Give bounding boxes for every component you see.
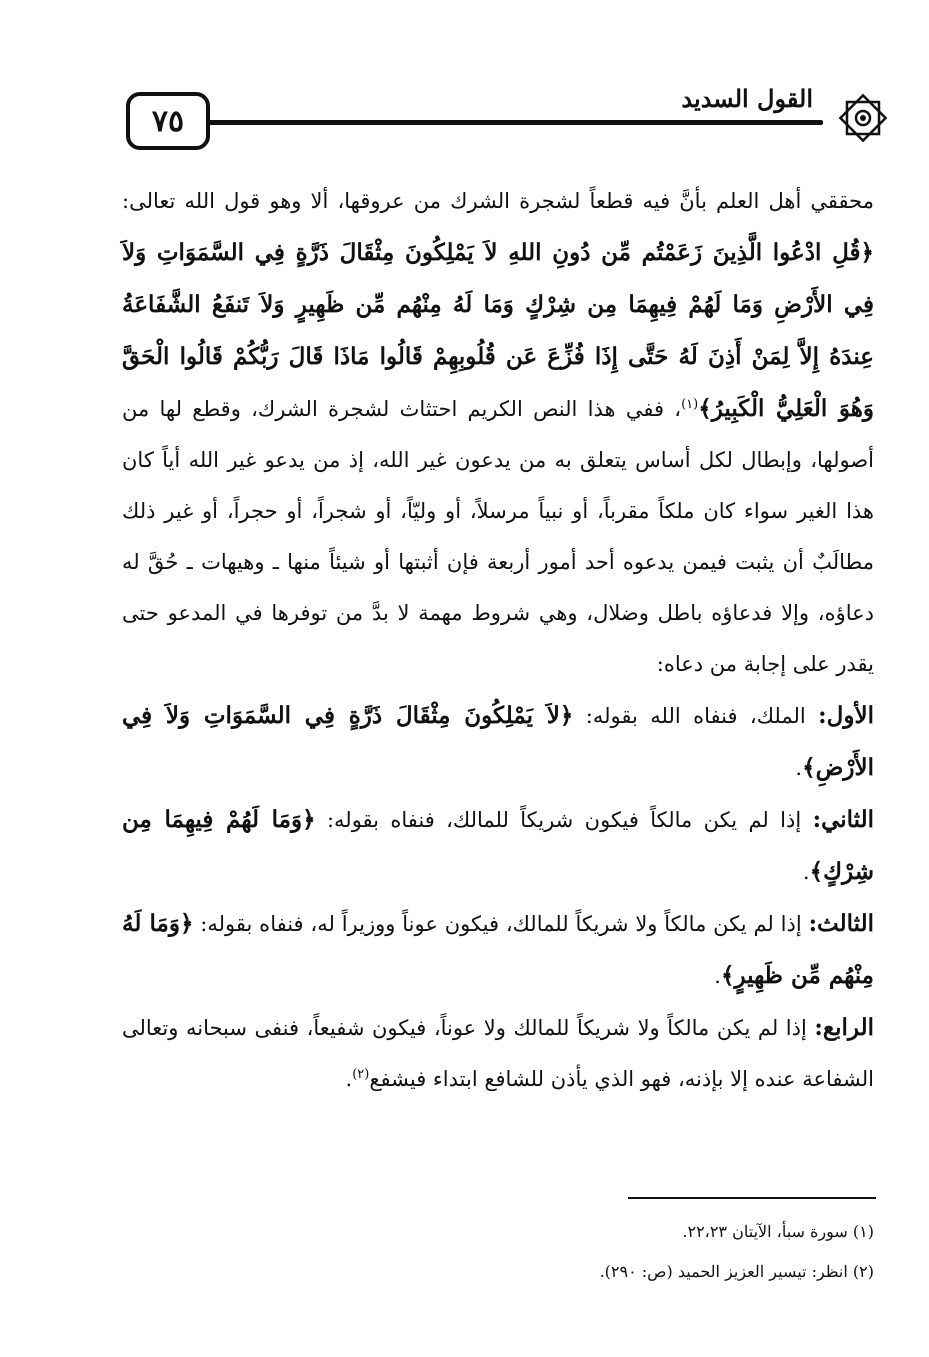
condition-term: الرابع: [814, 1014, 874, 1041]
condition-text: الملك، فنفاه الله بقوله: [573, 704, 819, 728]
condition-text: إذا لم يكن مالكاً ولا شريكاً للمالك، فيكون عوناً ووزيراً له، فنفاه بقوله: [193, 912, 809, 936]
page-header [118, 84, 893, 154]
condition-verse: ﴿لاَ يَمْلِكُونَ مِثْقَالَ ذَرَّةٍ فِي السَّمَوَاتِ وَلاَ فِي الأَرْضِ﴾ [122, 702, 874, 781]
page-number: ٧٥ [151, 103, 185, 139]
main-text [122, 176, 874, 1105]
condition-end: . [802, 860, 810, 884]
after-verse-text: ، ففي هذا النص الكريم احتثاث لشجرة الشرك، وقطع لها من أصولها، وإبطال لكل أساس يتعلق به من يدعون غير الله، إذ من يدعو غير الله أياً كان هذا الغير سواء كان ملكاً مقرباً، أو نبياً مرسلاً، أو وليّاً، أو شجراً، أو حجراً، أو غير ذلك مطالَبٌ أن يثبت فيمن يدعوه أحد أمور أربعة فإن أثبتها أو شيئاً منها ـ وهيهات ـ حُقَّ له دعاؤه، وإلا فدعاؤه باطل وضلال، وهي شروط مهمة لا بدَّ من توفرها في المدعو حتى يقدر على إجابة من دعاه: [122, 397, 874, 676]
star-ornament-icon [833, 88, 893, 148]
quran-verse: ﴿قُلِ ادْعُوا الَّذِينَ زَعَمْتُم مِّن دُونِ اللهِ لاَ يَمْلِكُونَ مِثْقَالَ ذَرَّةٍ فِي السَّمَوَاتِ وَلاَ فِي الأَرْضِ وَمَا لَهُمْ فِيهِمَا مِن شِرْكٍ وَمَا لَهُ مِنْهُم مِّن ظَهِيرٍ وَلاَ تَنفَعُ الشَّفَاعَةُ عِندَهُ إِلاَّ لِمَنْ أَذِنَ لَهُ حَتَّى إِذَا فُزِّعَ عَن قُلُوبِهِمْ قَالُوا مَاذَا قَالَ رَبُّكُمْ قَالُوا الْحَقَّ وَهُوَ الْعَلِيُّ الْكَبِيرُ﴾ [122, 239, 875, 422]
condition-term: الثالث: [808, 910, 874, 937]
condition-item-1 [122, 690, 874, 794]
condition-item-4 [122, 1002, 874, 1105]
condition-term: الأول: [818, 702, 874, 729]
footnote-ref-1: (١) [681, 397, 699, 412]
condition-term: الثاني: [812, 806, 874, 833]
intro-text: محققي أهل العلم بأنَّ فيه قطعاً لشجرة الشرك من عروقها، ألا وهو قول الله تعالى: [122, 189, 874, 213]
book-title: القول السديد [675, 84, 819, 113]
footnote-2: (٢) انظر: تيسير العزيز الحميد (ص: ٢٩٠). [599, 1262, 874, 1281]
condition-end: . [345, 1067, 353, 1091]
intro-paragraph [122, 176, 874, 690]
condition-item-3 [122, 898, 874, 1002]
page-number-box [126, 92, 210, 150]
header-rule [208, 120, 823, 125]
footnote-separator [628, 1197, 876, 1199]
condition-end: . [795, 756, 803, 780]
footnote-ref-2: (٢) [352, 1067, 370, 1082]
condition-item-2 [122, 794, 874, 898]
condition-text: إذا لم يكن مالكاً فيكون شريكاً للمالك، فنفاه بقوله: [315, 808, 813, 832]
footnote-1: (١) سورة سبأ، الآيتان ٢٢،٢٣. [682, 1222, 874, 1241]
condition-verse: ﴿وَمَا لَهُمْ فِيهِمَا مِن شِرْكٍ﴾ [122, 806, 874, 885]
footnotes [122, 1212, 874, 1292]
condition-verse: ﴿وَمَا لَهُ مِنْهُم مِّن ظَهِيرٍ﴾ [122, 910, 874, 989]
condition-text: إذا لم يكن مالكاً ولا شريكاً للمالك ولا عوناً، فيكون شفيعاً، فنفى سبحانه وتعالى الشفاعة عنده إلا بإذنه، فهو الذي يأذن للشافع ابتداء فيشفع [122, 1016, 874, 1091]
condition-end: . [714, 964, 721, 988]
